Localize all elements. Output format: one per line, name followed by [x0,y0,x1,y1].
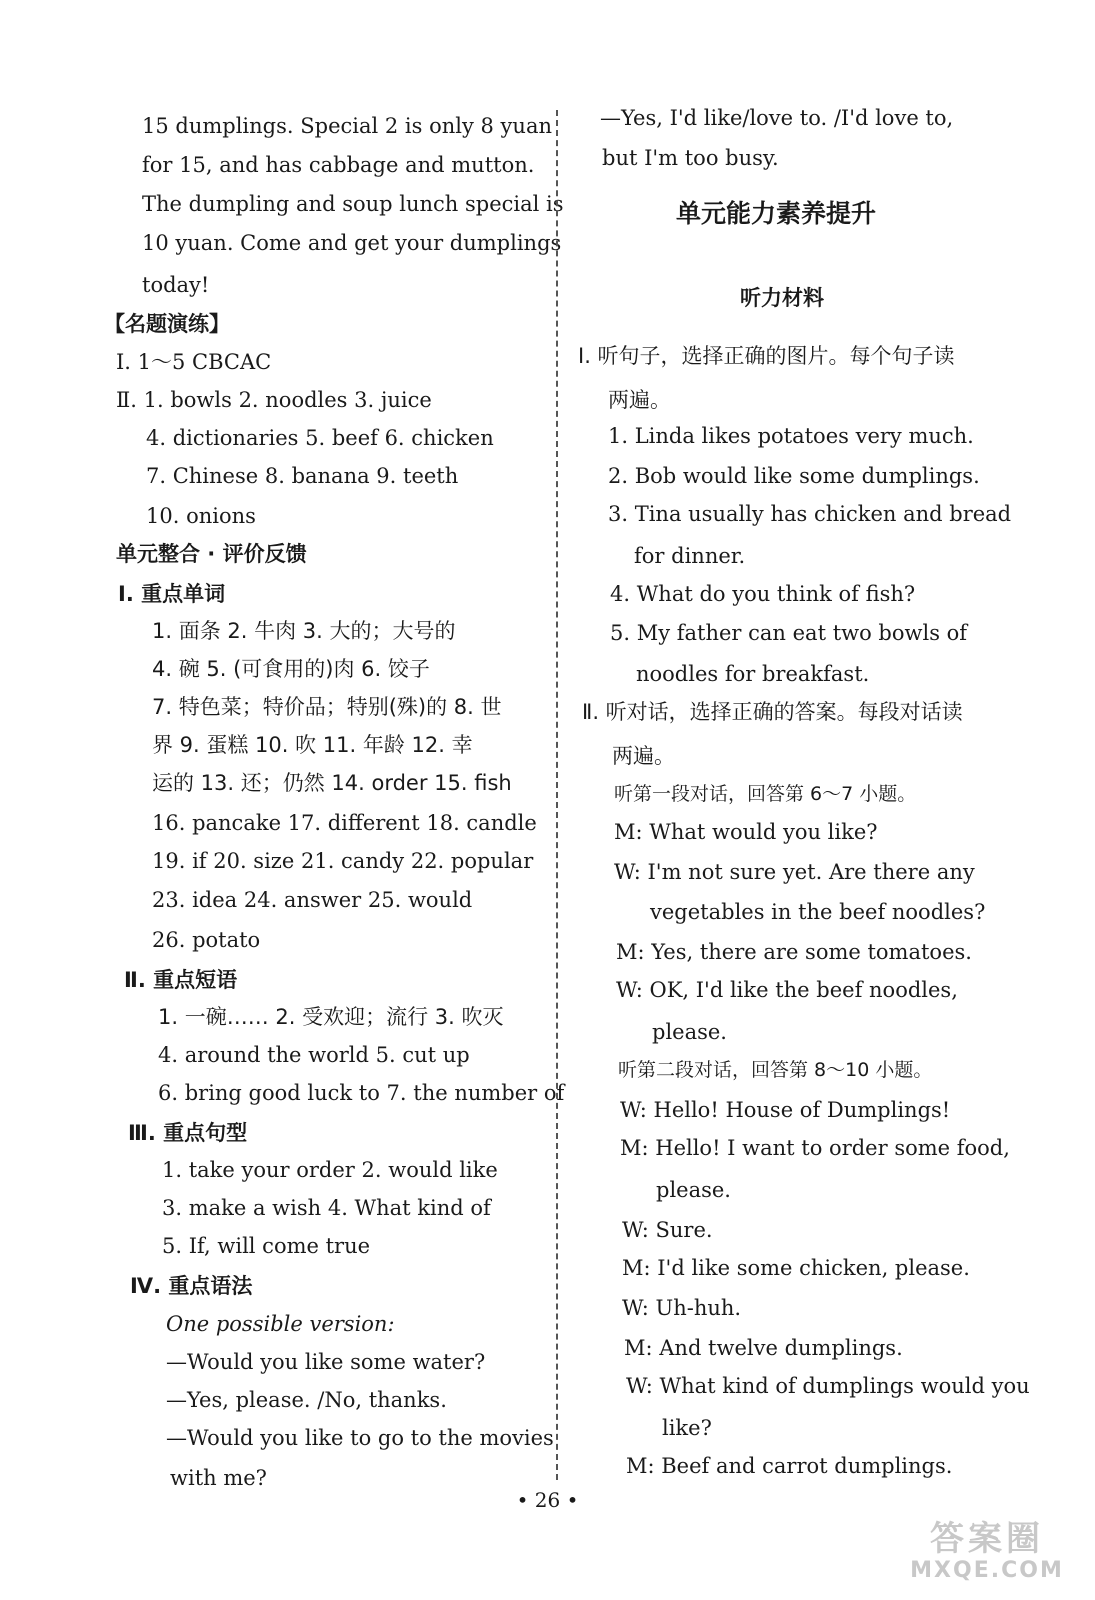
question-instruction: 两遍。 [608,388,671,412]
answer-line: 4. dictionaries 5. beef 6. chicken [146,426,494,450]
answer-line: 4. around the world 5. cut up [158,1043,470,1067]
transcript-line: M: What would you like? [614,820,878,844]
answer-line: 3. make a wish 4. What kind of [162,1196,491,1220]
transcript-line: like? [662,1416,712,1440]
text-line: today! [142,273,210,297]
text-line: 15 dumplings. Special 2 is only 8 yuan [142,114,552,138]
column-divider [556,110,558,1480]
answer-line: 界 9. 蛋糕 10. 吹 11. 年龄 12. 幸 [152,733,473,757]
transcript-line: please. [652,1020,727,1044]
transcript-line: W: What kind of dumplings would you [626,1374,1030,1398]
transcript-line: W: OK, I'd like the beef noodles, [616,978,958,1002]
text-line: —Yes, I'd like/love to. /I'd love to, [600,106,954,130]
answer-line: —Would you like to go to the movies [166,1426,554,1450]
watermark-logo [897,1520,1077,1590]
transcript-line: 4. What do you think of fish? [610,582,916,606]
watermark-logo-text: 答案圈 [930,1519,1044,1559]
answer-line: —Would you like some water? [166,1350,486,1374]
dialogue-heading: 听第一段对话，回答第 6～7 小题。 [614,783,917,805]
transcript-line: 2. Bob would like some dumplings. [608,464,980,488]
answer-line: 1. 面条 2. 牛肉 3. 大的；大号的 [152,619,456,643]
transcript-line: W: Uh-huh. [622,1296,742,1320]
transcript-line: 3. Tina usually has chicken and bread [608,502,1012,526]
watermark-url: MXQE.COM [910,1558,1064,1583]
transcript-line: vegetables in the beef noodles? [650,900,986,924]
text-line: 10 yuan. Come and get your dumplings [142,231,562,255]
transcript-line: noodles for breakfast. [636,662,870,686]
transcript-line: M: I'd like some chicken, please. [622,1256,970,1280]
subheading-words: Ⅰ. 重点单词 [118,582,226,606]
answer-line: 26. potato [152,928,261,952]
answer-line: 7. 特色菜；特价品；特别(殊)的 8. 世 [152,695,502,719]
question-instruction: Ⅰ. 听句子，选择正确的图片。每个句子读 [578,344,955,368]
transcript-line: please. [656,1178,731,1202]
answer-line: 5. If, will come true [162,1234,371,1258]
transcript-line: W: Hello! House of Dumplings! [620,1098,951,1122]
transcript-line: 5. My father can eat two bowls of [610,621,968,645]
answer-line: 1. take your order 2. would like [162,1158,498,1182]
section-heading-unit: 单元整合 · 评价反馈 [116,542,307,566]
transcript-line: M: Beef and carrot dumplings. [626,1454,953,1478]
text-line: but I'm too busy. [602,146,779,170]
answer-line: with me? [170,1466,267,1490]
answer-line: 1. 一碗…… 2. 受欢迎；流行 3. 吹灭 [158,1005,504,1029]
answer-line: Ⅱ. 1. bowls 2. noodles 3. juice [116,388,432,412]
answer-line: 16. pancake 17. different 18. candle [152,811,537,835]
section-heading-ability: 单元能力素养提升 [676,199,877,228]
page-number: • 26 • [516,1488,579,1512]
subheading-grammar: Ⅳ. 重点语法 [130,1274,253,1298]
answer-line: 19. if 20. size 21. candy 22. popular [152,849,534,873]
transcript-line: W: I'm not sure yet. Are there any [614,860,975,884]
answer-line: 7. Chinese 8. banana 9. teeth [146,464,459,488]
answer-line: One possible version: [166,1312,395,1336]
transcript-line: M: Yes, there are some tomatoes. [616,940,972,964]
text-line: The dumpling and soup lunch special is [142,192,564,216]
subheading-phrases: Ⅱ. 重点短语 [124,968,238,992]
transcript-line: for dinner. [634,544,746,568]
subheading-sentences: Ⅲ. 重点句型 [128,1121,248,1145]
question-instruction: Ⅱ. 听对话，选择正确的答案。每段对话读 [582,700,963,724]
answer-line: 运的 13. 还；仍然 14. order 15. fish [152,771,512,795]
section-heading-listening: 听力材料 [740,286,824,310]
answer-line: Ⅰ. 1～5 CBCAC [116,350,272,374]
transcript-line: M: And twelve dumplings. [624,1336,903,1360]
transcript-line: W: Sure. [622,1218,713,1242]
question-instruction: 两遍。 [612,744,675,768]
transcript-line: 1. Linda likes potatoes very much. [608,424,974,448]
text-line: for 15, and has cabbage and mutton. [142,153,535,177]
dialogue-heading: 听第二段对话，回答第 8～10 小题。 [618,1059,933,1081]
answer-line: —Yes, please. /No, thanks. [166,1388,447,1412]
answer-line: 23. idea 24. answer 25. would [152,888,473,912]
transcript-line: M: Hello! I want to order some food, [620,1136,1010,1160]
answer-line: 4. 碗 5. (可食用的)肉 6. 饺子 [152,657,430,681]
answer-line: 6. bring good luck to 7. the number of [158,1081,565,1105]
answer-line: 10. onions [146,504,256,528]
section-heading-mingti: 【名题演练】 [104,312,230,336]
